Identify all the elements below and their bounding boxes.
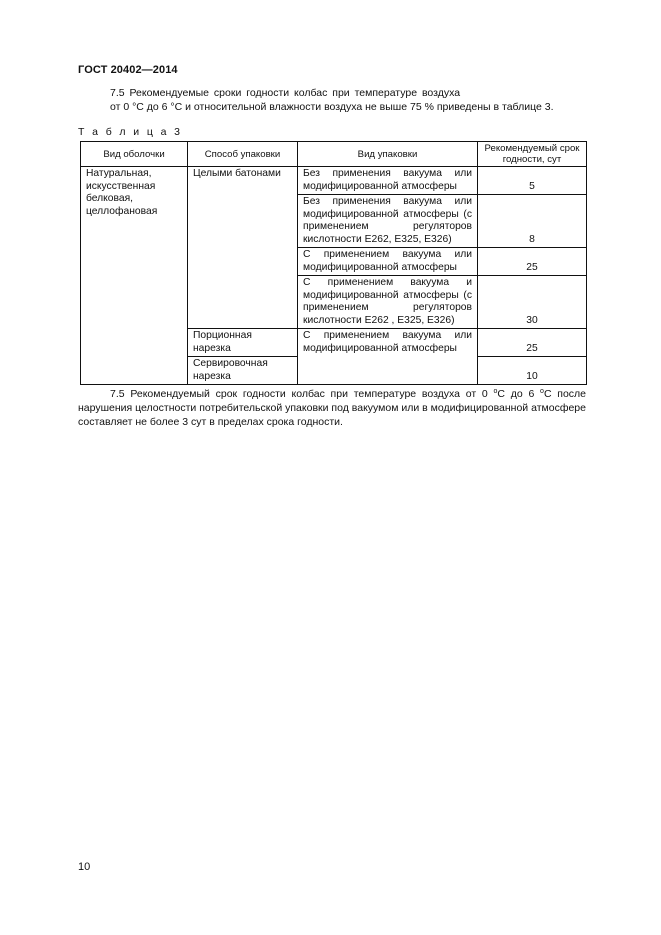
- degree-mark: о: [540, 388, 544, 395]
- cell-pack: Без применения вакуума или модифицированной атмосферы (с применением регуляторов кислотности Е262, Е325, Е326): [298, 195, 478, 248]
- paragraph-line-1: 7.5 Рекомендуемые сроки годности колбас при температуре воздуха: [110, 87, 461, 99]
- cell-term: 25: [478, 248, 587, 276]
- para2-part-1: 7.5 Рекомендуемый срок годности колбас при температуре воздуха от 0: [110, 388, 494, 400]
- paragraph-7-5-after-opening: [78, 387, 586, 429]
- page-number: 10: [78, 861, 91, 873]
- col-header-casing: Вид оболочки: [81, 142, 188, 167]
- col-header-term: Рекомендуемый срок годности, сут: [478, 142, 587, 167]
- col-header-pack: Вид упаковки: [298, 142, 478, 167]
- table-header-row: [81, 142, 587, 167]
- paragraph-7-5-intro: [78, 86, 586, 114]
- cell-pack: Без применения вакуума или модифицированной атмосферы: [298, 167, 478, 195]
- cell-pack: С применением вакуума и модифицированной атмосферы (с применением регуляторов кислотности Е262 , Е325, Е326): [298, 276, 478, 329]
- shelf-life-table: [80, 141, 587, 385]
- table-caption: Т а б л и ц а 3: [78, 126, 183, 138]
- cell-casing: Натуральная, искусственная белковая, целлофановая: [81, 167, 188, 385]
- para2-part-3: С после нарушения целостности потребительской упаковки под вакуумом или в модифицированной атмосфере составляет не более 3 сут в пределах срока годности.: [78, 388, 587, 428]
- cell-pack: С применением вакуума или модифицированной атмосферы: [298, 329, 478, 385]
- cell-method-whole: Целыми батонами: [188, 167, 298, 329]
- cell-term: 10: [478, 357, 587, 385]
- cell-pack: С применением вакуума или модифицированной атмосферы: [298, 248, 478, 276]
- paragraph-line-2: от 0 °С до 6 °С и относительной влажности воздуха не выше 75 % приведены в таблице 3.: [110, 101, 554, 113]
- cell-term: 25: [478, 329, 587, 357]
- para2-part-2: С до 6: [497, 388, 541, 400]
- cell-method-portion: Порционная нарезка: [188, 329, 298, 357]
- cell-method-serving: Сервировочная нарезка: [188, 357, 298, 385]
- cell-term: 8: [478, 195, 587, 248]
- cell-term: 5: [478, 167, 587, 195]
- document-header: ГОСТ 20402—2014: [78, 64, 178, 76]
- col-header-method: Способ упаковки: [188, 142, 298, 167]
- cell-term: 30: [478, 276, 587, 329]
- table-row: [81, 167, 587, 195]
- degree-mark: о: [493, 388, 498, 395]
